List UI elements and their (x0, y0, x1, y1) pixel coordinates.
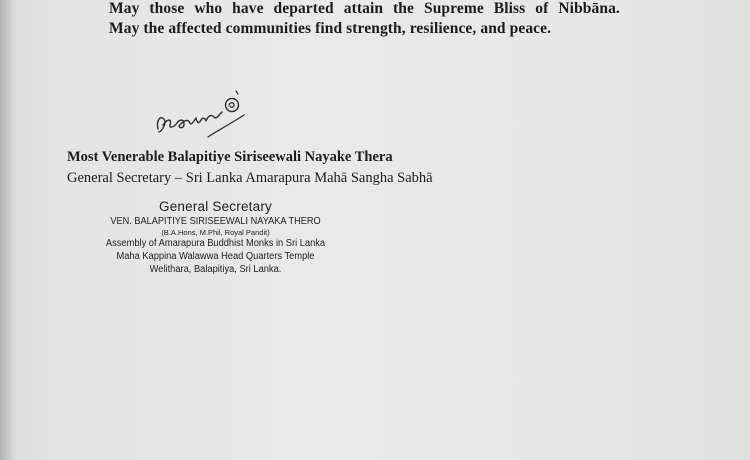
official-stamp (93, 200, 338, 278)
stamp-address: Welithara, Balapitiya, Sri Lanka. (149, 264, 282, 275)
stamp-qualifications: (B.A.Hons, M.Phil, Royal Pandit) (161, 227, 270, 237)
signatory-title: General Secretary – Sri Lanka Amarapura Mahā Sangha Sabhā (67, 170, 433, 186)
handwritten-signature (150, 85, 250, 143)
stamp-name: VEN. BALAPITIYE SIRISEEWALI NAYAKA THERO (110, 215, 321, 227)
page-edge-shadow (0, 0, 14, 460)
stamp-heading: General Secretary (159, 199, 272, 214)
stamp-temple: Maha Kappina Walawwa Head Quarters Temple (116, 251, 315, 262)
signatory-name: Most Venerable Balapitiye Siriseewali Nayake Thera (67, 149, 393, 165)
closing-line-2: May the affected communities find strength, resilience, and peace. (109, 20, 552, 37)
closing-line-1: May those who have departed attain the Supreme Bliss of Nibbāna. (109, 0, 620, 17)
stamp-organization: Assembly of Amarapura Buddhist Monks in Sri Lanka (105, 238, 326, 249)
